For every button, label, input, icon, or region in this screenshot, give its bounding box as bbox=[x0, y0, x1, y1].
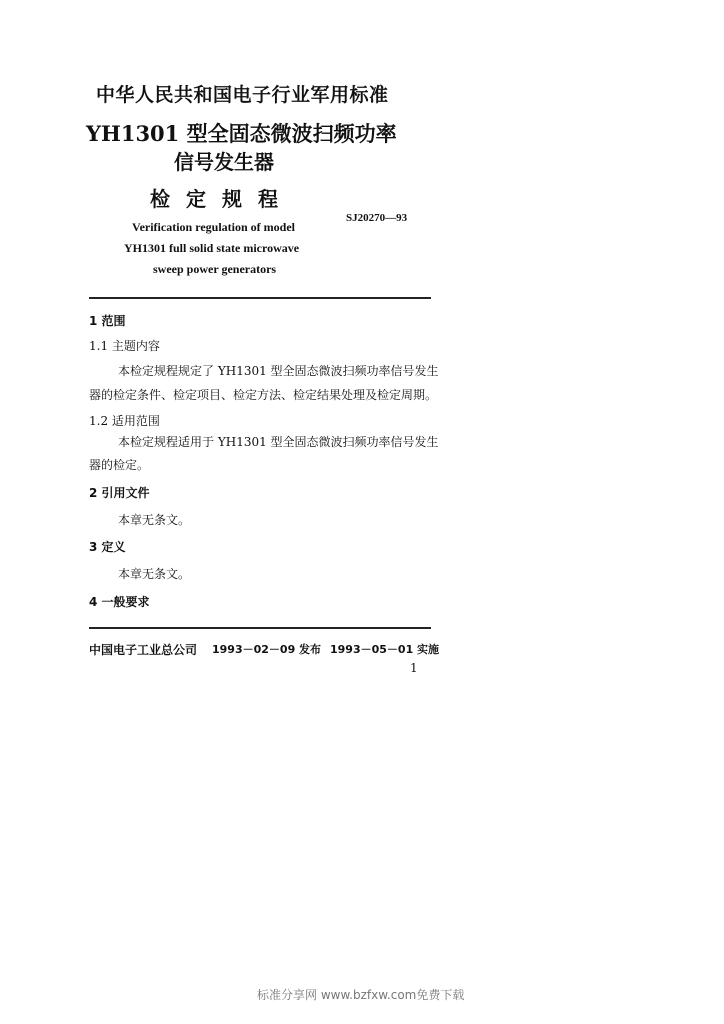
section-1-1-text-line2: 器的检定条件、检定项目、检定方法、检定结果处理及检定周期。 bbox=[89, 388, 438, 402]
section-3-heading: 3 定义 bbox=[89, 540, 126, 554]
section-2-text: 本章无条文。 bbox=[118, 513, 191, 527]
section-2-heading: 2 引用文件 bbox=[89, 486, 150, 500]
section-1-1-heading: 1.1 主题内容 bbox=[89, 339, 160, 353]
english-title-line1: Verification regulation of model bbox=[132, 220, 295, 234]
section-1-heading: 1 范围 bbox=[89, 314, 126, 328]
section-3-text: 本章无条文。 bbox=[118, 567, 191, 581]
english-title-line3: sweep power generators bbox=[153, 262, 277, 276]
english-title-line2: YH1301 full solid state microwave bbox=[124, 241, 300, 255]
issue-date: 1993－02－09 发布 bbox=[212, 643, 322, 656]
document-title-line1: YH1301 型全固态微波扫频功率 bbox=[86, 121, 397, 146]
footer-divider bbox=[89, 627, 431, 629]
page-number: 1 bbox=[410, 661, 418, 675]
section-1-2-heading: 1.2 适用范围 bbox=[89, 414, 160, 428]
site-watermark: 标准分享网 www.bzfxw.com免费下载 bbox=[257, 988, 465, 1002]
section-1-1-text-line1: 本检定规程规定了 YH1301 型全固态微波扫频功率信号发生 bbox=[118, 364, 439, 378]
issuing-organization: 中国电子工业总公司 bbox=[89, 643, 198, 657]
document-title-line3: 检定规程 bbox=[150, 187, 294, 211]
header-divider bbox=[89, 297, 431, 299]
section-4-heading: 4 一般要求 bbox=[89, 595, 150, 609]
document-title-line2: 信号发生器 bbox=[174, 150, 274, 174]
standard-category-title: 中华人民共和国电子行业军用标准 bbox=[96, 84, 389, 106]
implementation-date: 1993－05－01 实施 bbox=[330, 643, 440, 656]
section-1-2-text-line1: 本检定规程适用于 YH1301 型全固态微波扫频功率信号发生 bbox=[118, 435, 439, 449]
section-1-2-text-line2: 器的检定。 bbox=[89, 458, 150, 472]
standard-code: SJ20270—93 bbox=[346, 212, 408, 224]
